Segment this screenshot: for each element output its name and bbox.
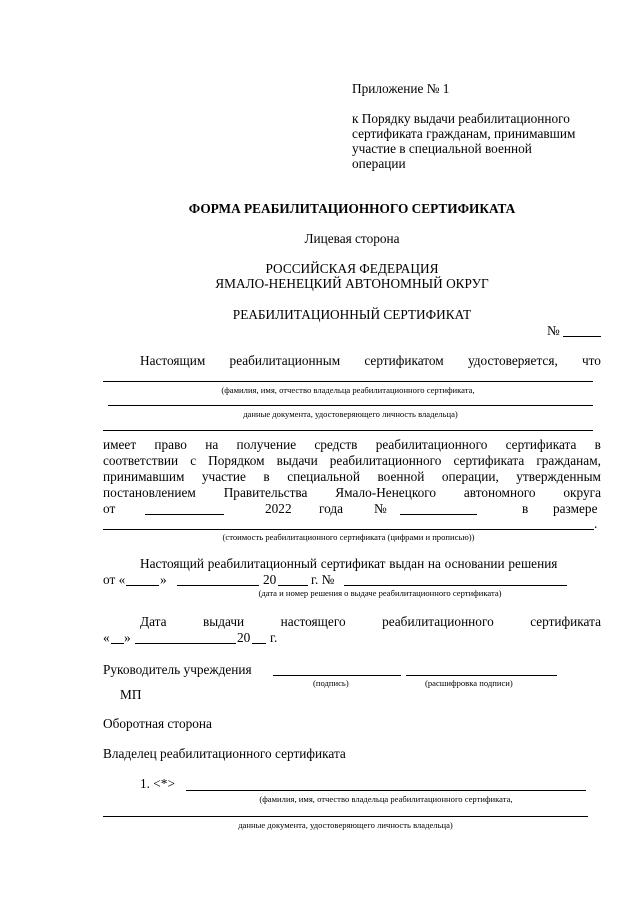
amount-field-line[interactable] [103, 529, 594, 530]
from-label: от [103, 501, 116, 516]
para-word: операции, [441, 469, 499, 484]
appendix-title: Приложение № 1 [352, 81, 450, 96]
basis-year-line[interactable] [278, 585, 308, 586]
issue-word: реабилитационного [382, 614, 494, 629]
basis-line-1: Настоящий реабилитационный сертификат выдан на основании решения [140, 556, 558, 571]
issue-year-line[interactable] [252, 643, 266, 644]
form-title: ФОРМА РЕАБИЛИТАЦИОННОГО СЕРТИФИКАТА [188, 201, 516, 216]
para-word: Порядком [208, 453, 265, 468]
okrug-title: ЯМАЛО-НЕНЕЦКИЙ АВТОНОМНЫЙ ОКРУГ [215, 276, 489, 291]
stamp-label: МП [120, 687, 142, 702]
para-word: Ямало-Ненецкого [335, 485, 437, 500]
signature-decode-line[interactable] [406, 675, 557, 676]
para1-line-3 [103, 469, 601, 484]
amount-word: размере [553, 501, 598, 516]
extra-field-line[interactable] [103, 430, 593, 431]
para-word: гражданам, [536, 453, 601, 468]
para-word: в [263, 469, 270, 484]
owner-item-label: 1. <*> [140, 776, 175, 791]
issue-word: выдачи [202, 614, 245, 629]
para-word: средств [314, 437, 358, 452]
para-word: утвержденным [516, 469, 601, 484]
para1-line-1 [103, 437, 601, 452]
para-word: на [205, 437, 219, 452]
issue-word: Дата [140, 614, 167, 629]
para-word: реабилитационного [329, 453, 442, 468]
signature-line[interactable] [273, 675, 401, 676]
hint-fio: (фамилия, имя, отчество владельца реабилитационного сертификата, [221, 385, 475, 395]
issue-close-quote: » [124, 630, 131, 645]
federation-title: РОССИЙСКАЯ ФЕДЕРАЦИЯ [265, 261, 439, 276]
intro-word: реабилитационным [229, 353, 341, 368]
year-word: года [319, 501, 344, 516]
para-word: выдачи [276, 453, 318, 468]
para1-line-4 [103, 485, 601, 500]
decree-date-line[interactable] [145, 514, 224, 515]
para-word: Правительства [223, 485, 308, 500]
para-word: право [154, 437, 187, 452]
issue-year-suffix: г. [270, 630, 278, 645]
para-word: имеет [103, 437, 137, 452]
decree-number-line[interactable] [400, 514, 477, 515]
basis-close-quote: » [160, 572, 167, 587]
hint-fio-2: (фамилия, имя, отчество владельца реабилитационного сертификата, [259, 794, 513, 804]
issue-year-prefix: 20 [237, 630, 251, 645]
basis-from-label: от « [103, 572, 126, 587]
owner-fio-line[interactable] [186, 790, 586, 791]
hint-cost: (стоимость реабилитационного сертификата (цифрами и прописью)) [222, 532, 475, 542]
in-word: в [522, 501, 529, 516]
issue-word: настоящего [280, 614, 346, 629]
issue-word: сертификата [530, 614, 601, 629]
front-side-label: Лицевая сторона [304, 231, 400, 246]
para-word: сертификата [453, 453, 525, 468]
hint-signature: (подпись) [313, 678, 349, 688]
para-word: в [594, 437, 601, 452]
number-label: № [547, 323, 560, 338]
basis-number-line[interactable] [344, 585, 567, 586]
issue-open-quote: « [103, 630, 110, 645]
para-word: участие [201, 469, 246, 484]
decree-number-label: № [374, 501, 387, 516]
para-word: получение [236, 437, 297, 452]
owner-doc-line[interactable] [103, 816, 588, 817]
head-label: Руководитель учреждения [103, 662, 252, 677]
hint-doc-2: данные документа, удостоверяющего личность владельца) [238, 820, 453, 830]
certificate-title: РЕАБИЛИТАЦИОННЫЙ СЕРТИФИКАТ [232, 307, 472, 322]
intro-line [140, 353, 601, 368]
para-word: специальной [287, 469, 360, 484]
basis-year-suffix: г. № [311, 572, 335, 587]
basis-day-line[interactable] [126, 585, 159, 586]
para1-line-2 [103, 453, 601, 468]
decree-year: 2022 [265, 501, 292, 516]
intro-word: что [581, 353, 601, 368]
para-word: сертификата [505, 437, 577, 452]
issue-month-line[interactable] [135, 643, 236, 644]
fio-field-line[interactable] [103, 381, 593, 382]
basis-year-prefix: 20 [263, 572, 277, 587]
para-word: соответствии [103, 453, 179, 468]
doc-field-line[interactable] [108, 405, 593, 406]
appendix-line-1: к Порядку выдачи реабилитационного [352, 111, 570, 126]
para-word: округа [563, 485, 601, 500]
intro-word: Настоящим [140, 353, 206, 368]
appendix-line-2: сертификата гражданам, принимавшим [352, 126, 576, 141]
para-word: автономного [463, 485, 536, 500]
para-word: реабилитационного [375, 437, 488, 452]
appendix-line-3: участие в специальной военной [352, 141, 532, 156]
intro-word: сертификатом [364, 353, 444, 368]
back-side-label: Оборотная сторона [103, 716, 212, 731]
hint-doc: данные документа, удостоверяющего личность владельца) [243, 409, 458, 419]
number-field-line[interactable] [563, 336, 601, 337]
amount-period: . [594, 516, 598, 531]
issue-line [140, 614, 601, 629]
hint-signature-decode: (расшифровка подписи) [425, 678, 513, 688]
owner-label: Владелец реабилитационного сертификата [103, 746, 346, 761]
para-word: постановлением [103, 485, 196, 500]
basis-month-line[interactable] [177, 585, 259, 586]
hint-decision: (дата и номер решения о выдаче реабилитационного сертификата) [258, 588, 502, 598]
para-word: с [190, 453, 197, 468]
issue-day-line[interactable] [111, 643, 124, 644]
para-word: военной [377, 469, 425, 484]
intro-word: удостоверяется, [467, 353, 558, 368]
para-word: принимавшим [103, 469, 185, 484]
appendix-line-4: операции [352, 156, 406, 171]
